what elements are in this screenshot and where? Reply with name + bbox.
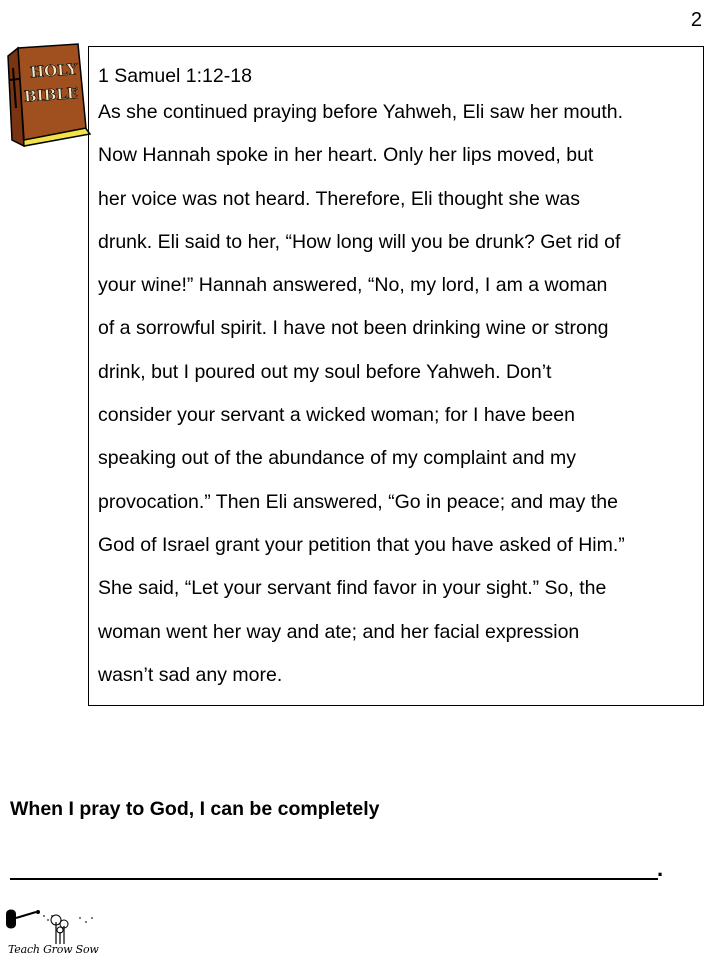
- holy-bible-icon: [4, 42, 94, 152]
- scripture-reference: 1 Samuel 1:12-18: [98, 65, 252, 87]
- scripture-box: [88, 46, 704, 706]
- answer-period: .: [657, 856, 664, 881]
- logo-text: Teach Grow Sow: [8, 943, 99, 956]
- page-number: 2: [690, 9, 702, 31]
- bible-label-bible: BIBLE: [23, 84, 79, 106]
- reflection-prompt: When I pray to God, I can be completely: [10, 798, 380, 820]
- bible-label-holy: HOLY: [29, 60, 79, 82]
- scripture-text: As she continued praying before Yahweh, Eli saw her mouth. Now Hannah spoke in her heart. Only her lips moved, but her voice was not heard. Therefore, Eli thought she was drunk. Eli said to her, “How long will you be drunk? Get rid of your wine!” Hannah answered, “No, my lord, I am a woman of a sorrowful spirit. I have not been drinking wine or strong drink, but I poured out my soul before Yahweh. Don’t consider your servant a wicked woman; for I have been speaking out of the abundance of my complaint and my provocation.” Then Eli answered, “Go in peace; and may the God of Israel grant your petition that you have asked of Him.” She said, “Let your servant find favor in your sight.” So, the woman went her way and ate; and her facial expression wasn’t sad any more.: [98, 101, 625, 686]
- answer-blank-line[interactable]: [10, 878, 658, 880]
